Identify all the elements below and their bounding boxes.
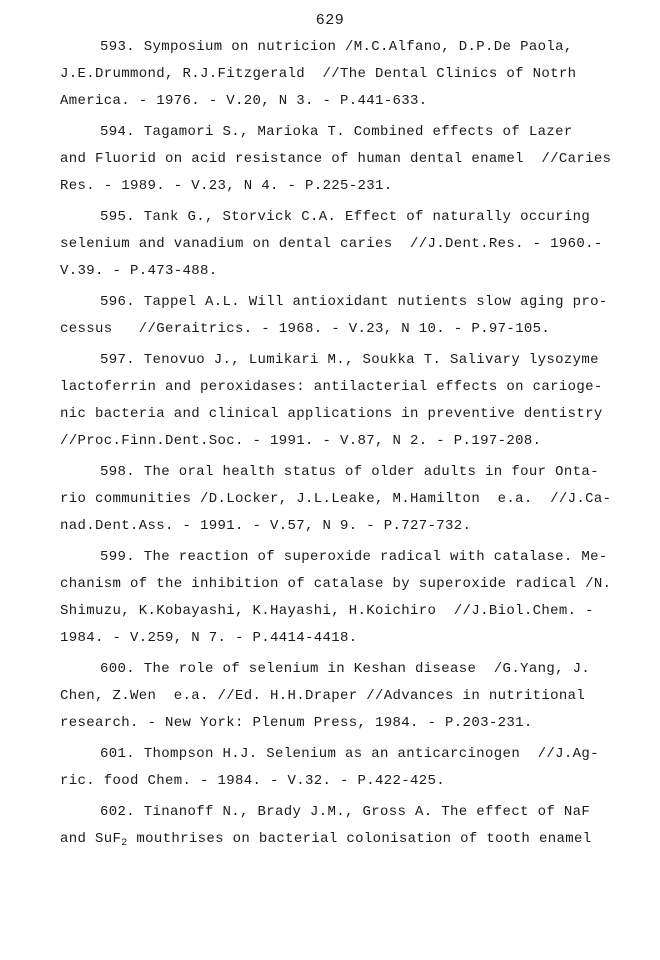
reference-line: 594. Tagamori S., Marioka T. Combined effects of Lazer — [100, 124, 573, 140]
reference-line: rio communities /D.Locker, J.L.Leake, M.Hamilton e.a. //J.Ca- — [60, 491, 612, 507]
reference-line: nad.Dent.Ass. - 1991. - V.57, N 9. - P.727-732. — [60, 518, 472, 534]
reference-entry-593 — [60, 34, 612, 115]
reference-line: 597. Tenovuo J., Lumikari M., Soukka T. Salivary lysozyme — [100, 352, 599, 368]
reference-line: nic bacteria and clinical applications in preventive dentistry — [60, 406, 603, 422]
reference-entry-600 — [60, 656, 612, 737]
reference-line: 598. The oral health status of older adults in four Onta- — [100, 464, 599, 480]
reference-line: selenium and vanadium on dental caries //J.Dent.Res. - 1960.- — [60, 236, 603, 252]
reference-line-part: mouthrises on bacterial colonisation of tooth enamel — [127, 831, 592, 847]
reference-line: J.E.Drummond, R.J.Fitzgerald //The Dental Clinics of Notrh — [60, 66, 577, 82]
reference-line: 593. Symposium on nutricion /M.C.Alfano, D.P.De Paola, — [100, 39, 573, 55]
reference-line: 599. The reaction of superoxide radical with catalase. Me- — [100, 549, 608, 565]
reference-line: cessus //Geraitrics. - 1968. - V.23, N 10. - P.97-105. — [60, 321, 551, 337]
reference-line: 601. Thompson H.J. Selenium as an anticarcinogen //J.Ag- — [100, 746, 599, 762]
reference-entry-597 — [60, 347, 612, 455]
reference-line: V.39. - P.473-488. — [60, 263, 218, 279]
reference-line: 600. The role of selenium in Keshan disease /G.Yang, J. — [100, 661, 591, 677]
reference-line: 602. Tinanoff N., Brady J.M., Gross A. The effect of NaF — [100, 804, 591, 820]
reference-line-part: and SuF — [60, 831, 122, 847]
reference-entry-595 — [60, 204, 612, 285]
reference-line: and Fluorid on acid resistance of human dental enamel //Caries — [60, 151, 612, 167]
reference-line: lactoferrin and peroxidases: antilacterial effects on carioge- — [60, 379, 603, 395]
reference-entry-599 — [60, 544, 612, 652]
reference-line: America. - 1976. - V.20, N 3. - P.441-633. — [60, 93, 428, 109]
reference-entry-601 — [60, 741, 612, 795]
reference-line: Chen, Z.Wen e.a. //Ed. H.H.Draper //Advances in nutritional — [60, 688, 586, 704]
reference-line: 595. Tank G., Storvick C.A. Effect of naturally occuring — [100, 209, 591, 225]
reference-line: //Proc.Finn.Dent.Soc. - 1991. - V.87, N 2. - P.197-208. — [60, 433, 542, 449]
reference-line: research. - New York: Plenum Press, 1984. - P.203-231. — [60, 715, 533, 731]
reference-entry-598 — [60, 459, 612, 540]
reference-line: Res. - 1989. - V.23, N 4. - P.225-231. — [60, 178, 393, 194]
reference-line: chanism of the inhibition of catalase by superoxide radical /N. — [60, 576, 612, 592]
reference-line: ric. food Chem. - 1984. - V.32. - P.422-425. — [60, 773, 446, 789]
reference-line-with-subscript — [60, 826, 612, 857]
reference-line: Shimuzu, K.Kobayashi, K.Hayashi, H.Koichiro //J.Biol.Chem. - — [60, 603, 594, 619]
reference-list — [60, 34, 612, 861]
subscript-digit: 2 — [121, 838, 128, 849]
reference-entry-602 — [60, 799, 612, 857]
page-number: 629 — [315, 12, 345, 29]
reference-line: 596. Tappel A.L. Will antioxidant nutients slow aging pro- — [100, 294, 608, 310]
reference-entry-596 — [60, 289, 612, 343]
reference-entry-594 — [60, 119, 612, 200]
reference-line: 1984. - V.259, N 7. - P.4414-4418. — [60, 630, 358, 646]
